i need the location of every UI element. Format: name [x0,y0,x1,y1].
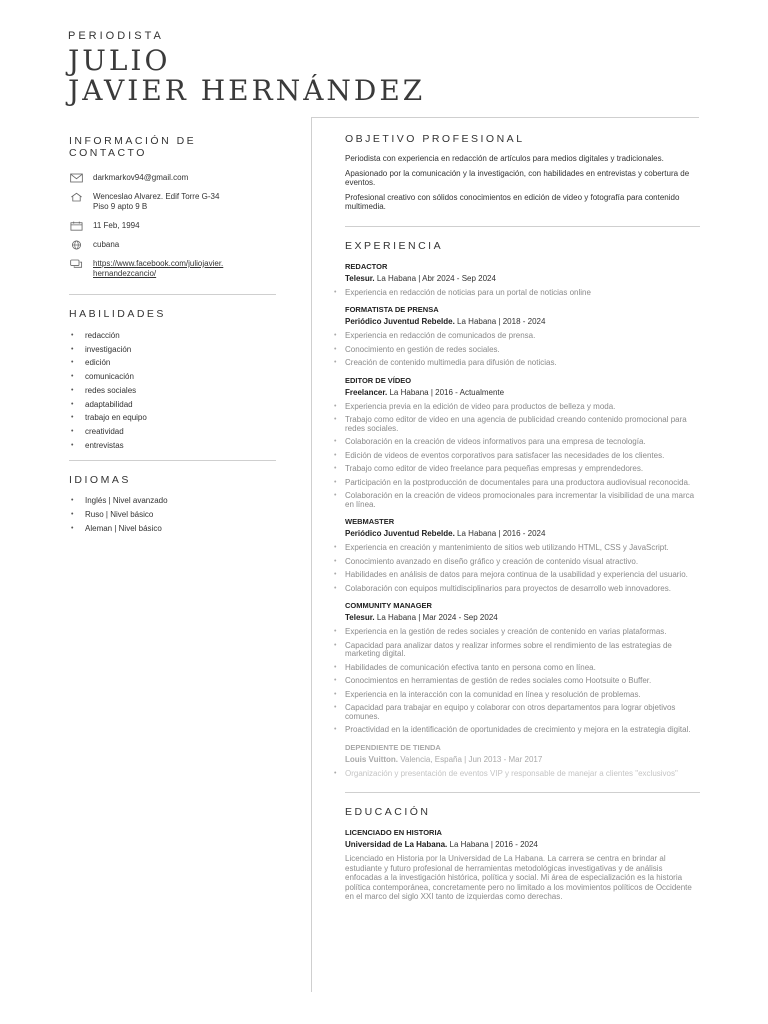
job-entry [345,376,700,510]
job-item: • Trabajo como editor de video freelance para pequeñas empresas y emprendedores. [345,465,700,474]
job-details: La Habana | Mar 2024 - Sep 2024 [376,613,498,622]
job-items [345,332,700,368]
job-entry [345,305,700,368]
job-company: Periódico Juventud Rebelde. [345,529,455,538]
contact-birthdate [69,221,276,231]
address-line-2: Piso 9 apto 9 B [93,202,148,211]
job-title: FORMATISTA DE PRENSA [345,305,439,314]
objective-paragraph: Apasionado por la comunicación y la investigación, con habilidades en entrevistas y cobertura de eventos. [345,168,690,187]
job-items [345,770,700,779]
education-description: Licenciado en Historia por la Universidad de La Habana. La carrera se centra en brindar al estudiante y futuro profesional de herramientas metodológicas investigativas y de análisis enfocadas a la investigación histórica, política y social. Mi área de especialización es la historia política contemporánea, concretamente pero no limitado a los movimientos políticos de Occidente en el marco del siglo XXI tanto de izquierdas como derechas. [345,854,692,901]
school-name: Universidad de La Habana. [345,840,448,849]
job-item: • Habilidades de comunicación efectiva tanto en persona como en línea. [345,664,700,673]
skill-item: • edición [69,356,276,370]
job-item: • Colaboración con equipos multidisciplinarios para proyectos de desarrollo web innovadores. [345,585,700,594]
job-item: • Conocimientos en herramientas de gestión de redes sociales como Hootsuite o Buffer. [345,677,700,686]
job-details: La Habana | 2016 - 2024 [457,529,546,538]
job-item: • Experiencia en la interacción con la comunidad en línea y resolución de problemas. [345,691,700,700]
education-details: La Habana | 2016 - 2024 [449,840,538,849]
job-meta [345,529,700,539]
job-item: • Proactividad en la identificación de oportunidades de crecimiento y mejora en la estrategia digital. [345,726,700,735]
job-title: COMMUNITY MANAGER [345,601,432,610]
job-meta [345,613,700,623]
section-divider [345,226,700,227]
first-name: JULIO [68,44,171,77]
facebook-link-line-1: https://www.facebook.com/juliojavier. [93,259,224,268]
education-entry [345,828,700,902]
job-item: • Edición de videos de eventos corporativos para satisfacer las necesidades de los clientes. [345,452,700,461]
column-divider [311,117,312,992]
job-item: • Conocimiento avanzado en diseño gráfico y creación de contenido visual atractivo. [345,558,700,567]
job-company: Telesur. [345,273,375,283]
contact-title: INFORMACIÓN DE CONTACTO [69,135,197,159]
objective-paragraph: Periodista con experiencia en redacción de artículos para medios digitales y tradicionales. [345,154,664,163]
birthdate-text: 11 Feb, 1994 [93,221,140,230]
left-column [69,135,276,535]
contact-email [69,173,276,183]
job-title: WEBMASTER [345,517,395,526]
globe-icon [69,240,83,250]
job-item: • Experiencia previa en la edición de video para productos de belleza y moda. [345,403,700,412]
job-details: Valencia, España | Jun 2013 - Mar 2017 [400,754,543,764]
job-details: La Habana | 2018 - 2024 [457,317,546,326]
job-item: • Organización y presentación de eventos VIP y responsable de manejar a clientes "exclusivos" [345,770,700,779]
language-item: • Ruso | Nivel básico [69,508,276,522]
job-entry [345,517,700,593]
section-divider [345,792,700,793]
job-item: • Capacidad para analizar datos y realizar informes sobre el rendimiento de las estrategias de marketing digital. [345,642,700,659]
section-divider [69,294,276,295]
job-company: Telesur. [345,613,375,622]
job-entry [345,601,700,735]
objective-title: OBJETIVO PROFESIONAL [345,133,525,145]
languages-list [69,494,276,535]
job-item: • Creación de contenido multimedia para difusión de noticias. [345,359,700,368]
job-role: PERIODISTA [68,30,164,42]
resume-header [68,30,708,106]
job-item: • Habilidades en análisis de datos para mejora continua de la usabilidad y experiencia del usuario. [345,571,700,580]
education-title: EDUCACIÓN [345,806,431,818]
job-meta [345,274,700,284]
job-meta [345,388,700,398]
envelope-icon [69,173,83,183]
language-item: • Inglés | Nivel avanzado [69,494,276,508]
objective-paragraph: Profesional creativo con sólidos conocimientos en edición de video y fotografía para contenido multimedia. [345,192,680,211]
skill-item: • creatividad [69,425,276,439]
degree-title: LICENCIADO EN HISTORIA [345,828,442,837]
chat-icon [69,259,83,269]
header-divider [311,117,699,118]
languages-title: IDIOMAS [69,474,131,487]
home-icon [69,192,83,202]
job-item: • Conocimiento en gestión de redes sociales. [345,346,700,355]
job-item: • Participación en la postproducción de documentales para una productora audiovisual reconocida. [345,479,700,488]
job-item: • Experiencia en la gestión de redes sociales y creación de contenido en varias plataformas. [345,628,700,637]
job-items [345,403,700,510]
job-title: EDITOR DE VÍDEO [345,375,412,385]
job-title: REDACTOR [345,261,388,271]
nationality-text: cubana [93,240,120,249]
job-item: • Experiencia en creación y mantenimiento de sitios web utilizando HTML, CSS y JavaScript. [345,544,700,553]
job-company: Freelancer. [345,387,388,397]
job-meta [345,317,700,327]
education-meta [345,840,700,850]
job-company: Louis Vuitton. [345,754,399,764]
calendar-icon [69,221,83,231]
job-item: • Trabajo como editor de video en una agencia de publicidad creando contenido promocional para redes sociales. [345,416,700,433]
email-text: darkmarkov94@gmail.com [93,173,189,182]
job-item: • Experiencia en redacción de noticias para un portal de noticias online [345,289,700,298]
job-entry [345,262,700,298]
facebook-link-line-2: hernandezcancio/ [93,269,157,278]
skill-item: • redacción [69,329,276,343]
job-items [345,544,700,593]
job-company: Periódico Juventud Rebelde. [345,317,455,326]
skill-item: • redes sociales [69,384,276,398]
job-details: La Habana | Abr 2024 - Sep 2024 [376,273,496,283]
skills-title: HABILIDADES [69,308,166,320]
job-item: • Capacidad para trabajar en equipo y colaborar con otros departamentos para lograr objetivos comunes. [345,704,700,721]
right-column [345,133,700,902]
job-items [345,628,700,735]
language-item: • Aleman | Nivel básico [69,522,276,536]
job-item: • Colaboración en la creación de videos promocionales para incrementar la visibilidad de una marca en línea. [345,492,700,509]
skill-item: • trabajo en equipo [69,411,276,425]
skills-list [69,329,276,452]
skill-item: • adaptabilidad [69,398,276,412]
contact-nationality [69,240,276,250]
job-details: La Habana | 2016 - Actualmente [389,387,505,397]
address-line-1: Wenceslao Alvarez. Edif Torre G-34 [93,192,220,201]
experience-title: EXPERIENCIA [345,239,444,252]
contact-facebook [69,259,276,279]
section-divider [69,460,276,461]
facebook-link[interactable] [93,259,223,279]
job-items [345,289,700,298]
last-name: JAVIER HERNÁNDEZ [68,74,426,107]
skill-item: • entrevistas [69,439,276,453]
skill-item: • comunicación [69,370,276,384]
job-item: • Colaboración en la creación de videos informativos para una empresa de tecnología. [345,438,700,447]
job-item: • Experiencia en redacción de comunicados de prensa. [345,332,700,341]
skill-item: • investigación [69,343,276,357]
job-title: DEPENDIENTE DE TIENDA [345,742,441,752]
job-entry [345,743,700,779]
job-meta [345,755,700,765]
contact-address [69,192,276,212]
